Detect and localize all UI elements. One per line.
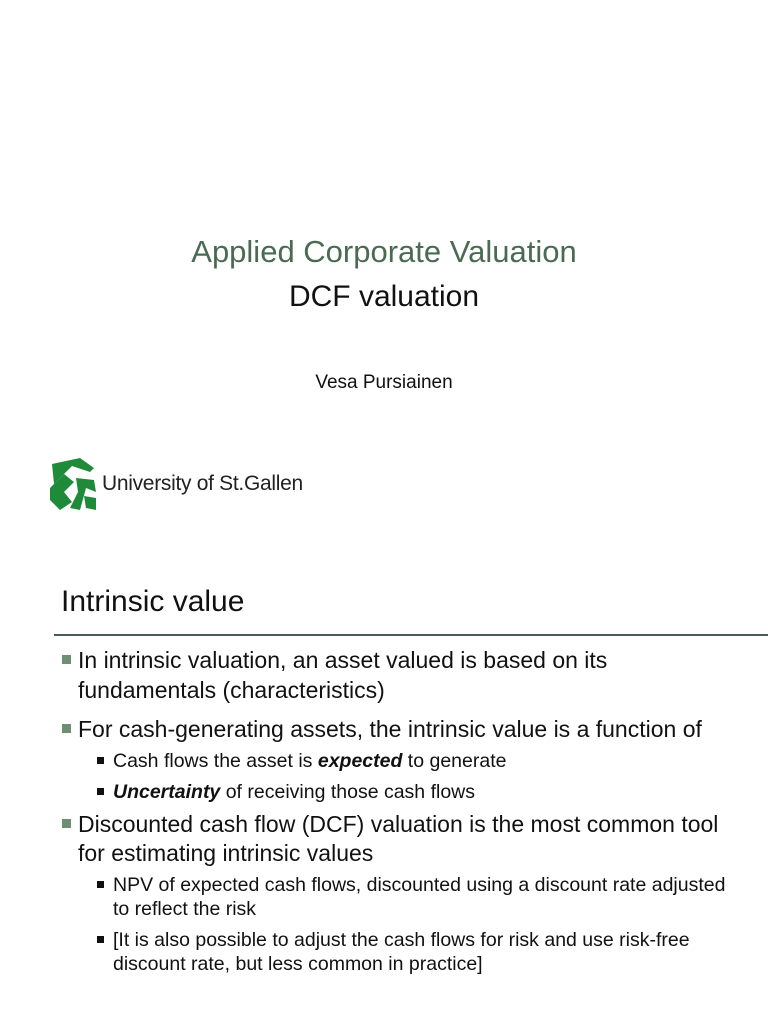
author-name: Vesa Pursiainen [315,372,453,393]
bullet-item: Discounted cash flow (DCF) valuation is the most common tool for estimating intrinsic values [61,810,741,869]
sub-bullet-text: to generate [402,749,507,772]
university-name: University of St.Gallen [102,472,303,495]
content-slide [0,570,768,1024]
emphasis-text: expected [317,749,403,772]
bullet-item: For cash-generating assets, the intrinsic value is a function of [61,715,741,745]
hsg-logo-icon [50,458,96,510]
presentation-subtitle: DCF valuation [288,280,480,313]
emphasis-text: Uncertainty [113,780,221,803]
bullet-item: In intrinsic valuation, an asset valued is based on its fundamentals (characteristics) [61,646,741,705]
sub-bullet-item [97,749,741,773]
presentation-title: Applied Corporate Valuation [191,234,577,269]
sub-bullet-item: NPV of expected cash flows, discounted using a discount rate adjusted to reflect the risk [97,873,741,921]
sub-bullet-item [97,780,741,804]
sub-bullet-item: [It is also possible to adjust the cash flows for risk and use risk-free discount rate, but less common in practice] [97,928,741,976]
sub-bullet-text: of receiving those cash flows [220,780,475,803]
title-divider [54,634,768,636]
university-logo [50,458,303,510]
slide-title: Intrinsic value [61,585,245,618]
bullet-list [61,646,741,983]
sub-bullet-text: Cash flows the asset is [113,749,318,772]
